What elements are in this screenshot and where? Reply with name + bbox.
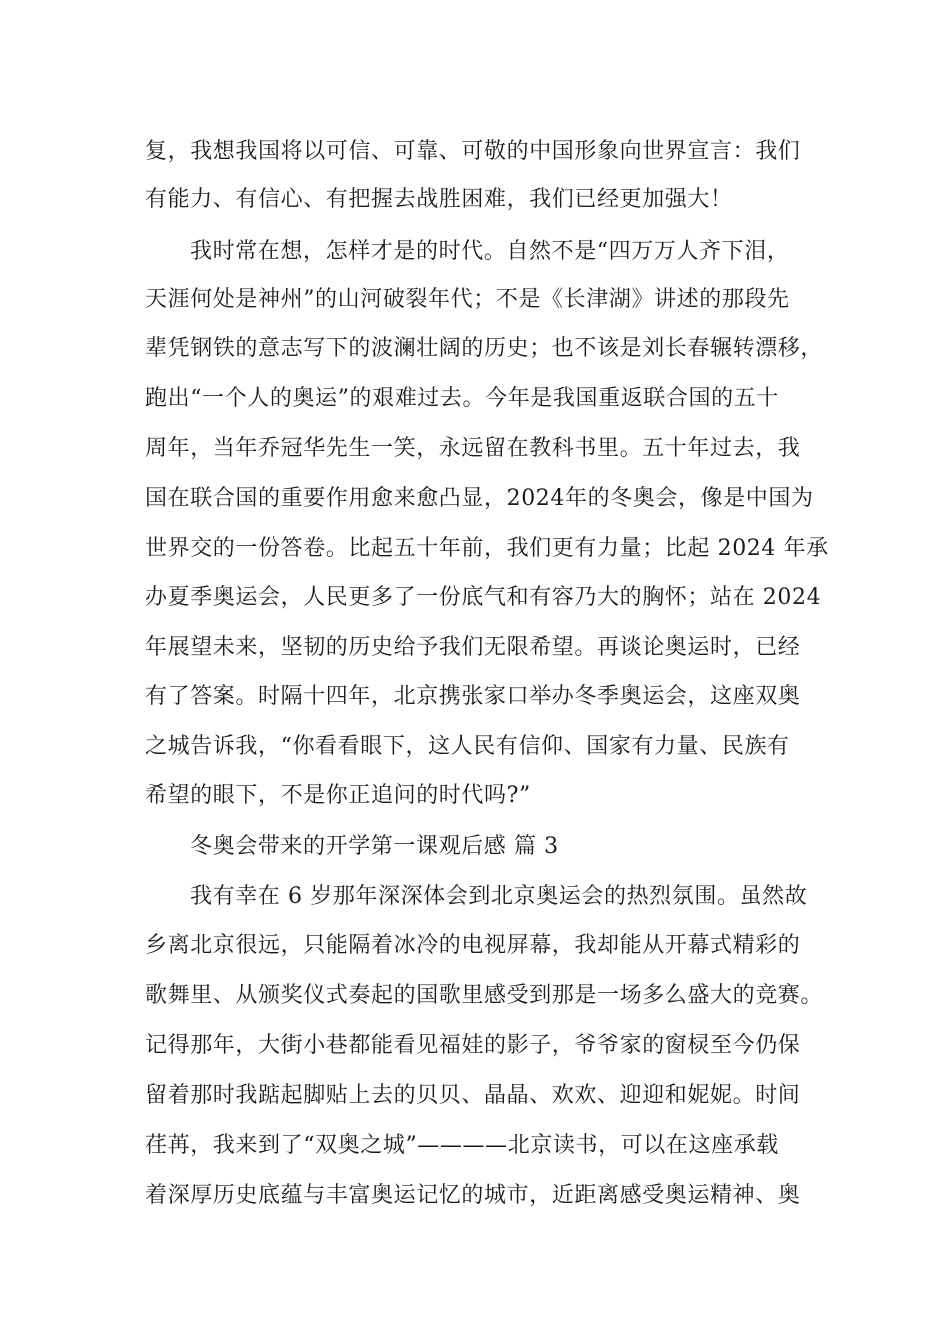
text-line: 希望的眼下，不是你正追问的时代吗?” (145, 783, 531, 808)
text-line: 国在联合国的重要作用愈来愈凸显，2024年的冬奥会，像是中国为 (145, 486, 814, 511)
paragraph-first-line: 我有幸在 6 岁那年深深体会到北京奥运会的热烈氛围。虽然故 (190, 884, 808, 909)
text-line: 复，我想我国将以可信、可靠、可敬的中国形象向世界宣言：我们 (145, 139, 801, 164)
text-line: 有能力、有信心、有把握去战胜困难，我们已经更加强大！ (145, 187, 733, 212)
text-line: 之城告诉我，“你看看眼下，这人民有信仰、国家有力量、民族有 (145, 734, 790, 759)
paragraph-first-line: 我时常在想，怎样才是的时代。自然不是“四万万人齐下泪， (190, 239, 790, 264)
section-heading: 冬奥会带来的开学第一课观后感 篇 3 (190, 834, 559, 859)
text-line: 跑出“一个人的奥运”的艰难过去。今年是我国重返联合国的五十 (145, 386, 779, 411)
text-line: 周年，当年乔冠华先生一笑，永远留在教科书里。五十年过去，我 (145, 436, 801, 461)
text-line: 荏苒，我来到了“双奥之城”————北京读书，可以在这座承载 (145, 1133, 779, 1158)
text-line: 乡离北京很远，只能隔着冰冷的电视屏幕，我却能从开幕式精彩的 (145, 933, 801, 958)
text-line: 着深厚历史底蕴与丰富奥运记忆的城市，近距离感受奥运精神、奥 (145, 1183, 801, 1208)
text-line: 有了答案。时隔十四年，北京携张家口举办冬季奥运会，这座双奥 (145, 684, 801, 709)
text-line: 留着那时我踮起脚贴上去的贝贝、晶晶、欢欢、迎迎和妮妮。时间 (145, 1083, 801, 1108)
text-line: 天涯何处是神州”的山河破裂年代；不是《长津湖》讲述的那段先 (145, 287, 790, 312)
text-line: 歌舞里、从颁奖仪式奏起的国歌里感受到那是一场多么盛大的竞赛。 (145, 983, 824, 1008)
text-line: 记得那年，大街小巷都能看见福娃的影子，爷爷家的窗棂至今仍保 (145, 1033, 801, 1058)
text-line: 办夏季奥运会，人民更多了一份底气和有容乃大的胸怀；站在 2024 (145, 585, 822, 610)
text-line: 辈凭钢铁的意志写下的波澜壮阔的历史；也不该是刘长春辗转漂移， (145, 336, 824, 361)
text-line: 年展望未来，坚韧的历史给予我们无限希望。再谈论奥运时，已经 (145, 635, 801, 660)
text-line: 世界交的一份答卷。比起五十年前，我们更有力量；比起 2024 年承 (145, 536, 829, 561)
